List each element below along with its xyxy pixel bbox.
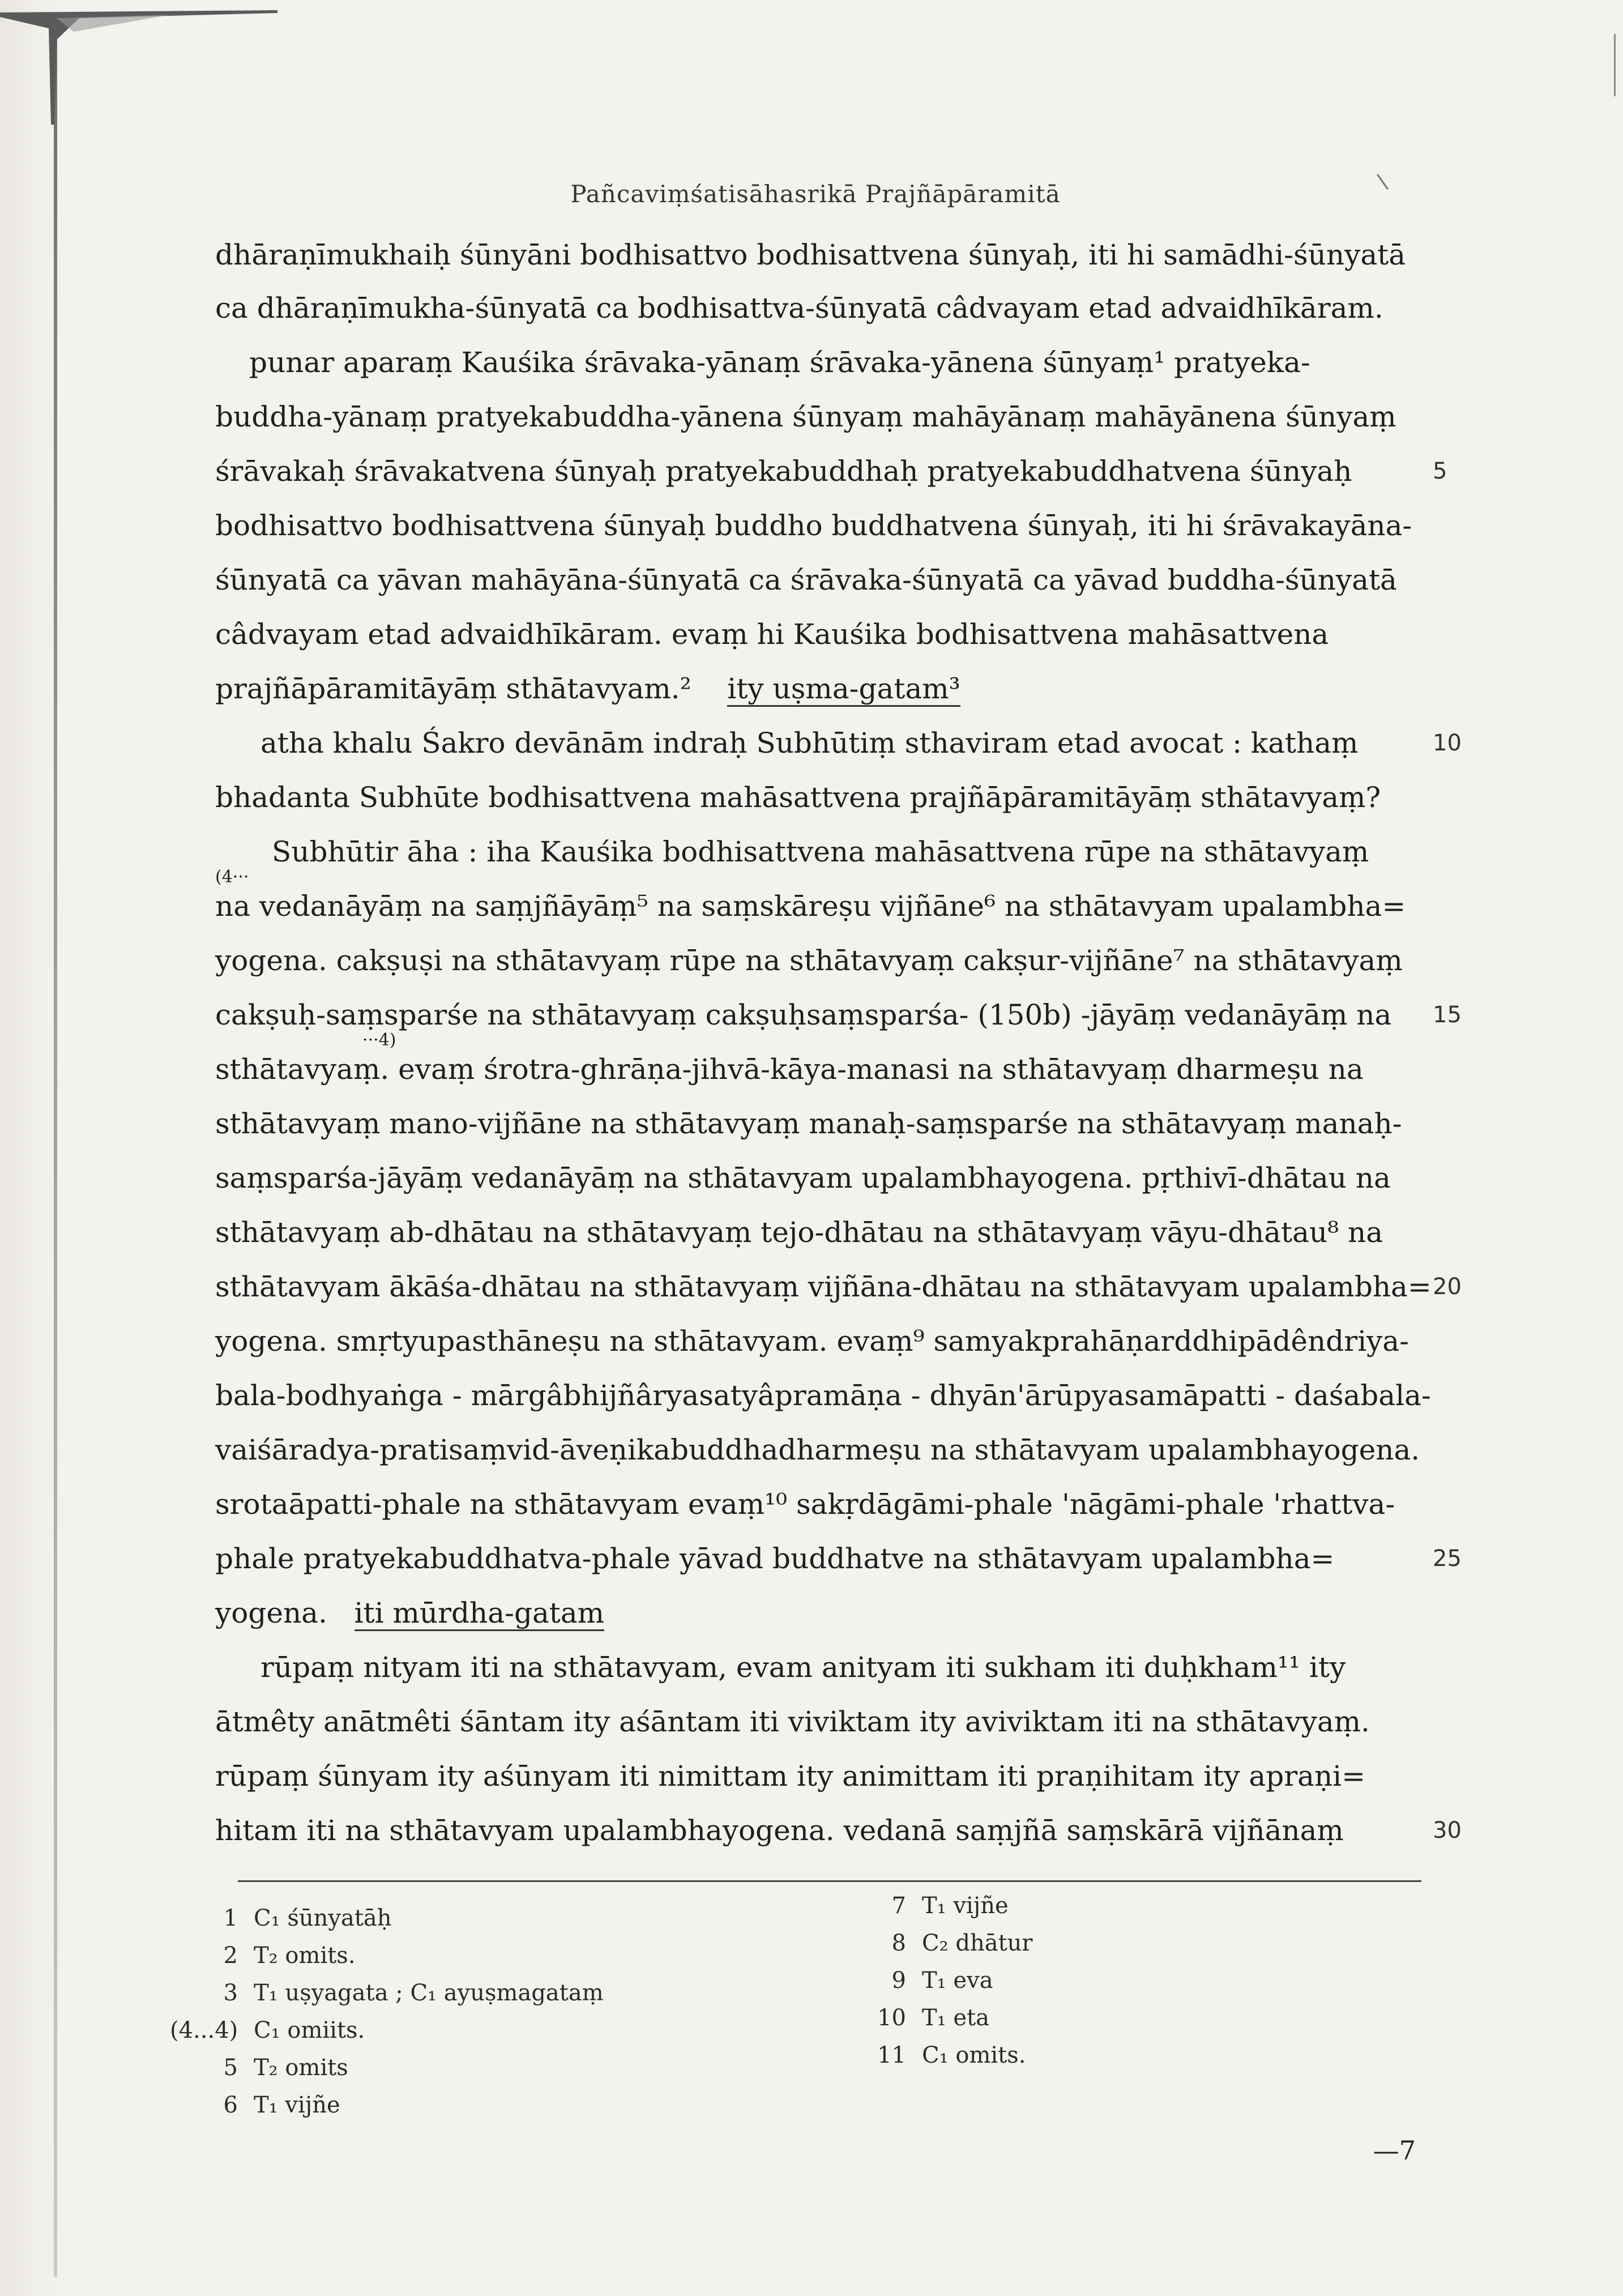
body-line: yogena. cakṣuṣi na sthātavyaṃ rūpe na sthātavyaṃ cakṣur-vijñāne⁷ na sthātavyaṃ — [215, 944, 1403, 977]
footnote-number: 1 — [223, 1905, 238, 1931]
body-line: câdvayam etad advaidhīkāram. evaṃ hi Kauśika bodhisattvena mahāsattvena — [215, 618, 1329, 651]
footnote — [838, 2004, 989, 2032]
running-title: Pañcaviṃśatisāhasrikā Prajñāpāramitā — [570, 180, 1061, 208]
body-line: sthātavyaṃ ab-dhātau na sthātavyaṃ tejo-dhātau na sthātavyaṃ vāyu-dhātau⁸ na — [215, 1216, 1383, 1249]
section-marker-murdha: iti mūrdha-gatam — [355, 1597, 605, 1631]
body-line: buddha-yānaṃ pratyekabuddha-yānena śūnyaṃ mahāyānaṃ mahāyānena śūnyaṃ — [215, 400, 1396, 433]
footnote-text: C₁ śūnyatāḥ — [254, 1905, 392, 1931]
body-line: bodhisattvo bodhisattvena śūnyaḥ buddho buddhatvena śūnyaḥ, iti hi śrāvakayāna- — [215, 509, 1412, 542]
footnote-number: 6 — [223, 2092, 238, 2118]
footnote — [170, 2016, 365, 2045]
body-line: vaiśāradya-pratisaṃvid-āveṇikabuddhadharmeṣu na sthātavyam upalambhayogena. — [215, 1433, 1420, 1466]
body-line-text: yogena. — [215, 1597, 327, 1629]
stray-tick-mark — [1377, 174, 1389, 190]
body-line: yogena. smṛtyupasthāneṣu na sthātavyam. evaṃ⁹ samyakprahāṇarddhipādêndriya- — [215, 1325, 1410, 1358]
footnote-text: T₁ eva — [922, 1968, 993, 1994]
book-gutter-shadow — [0, 0, 68, 2296]
body-line: śrāvakaḥ śrāvakatvena śūnyaḥ pratyekabuddhaḥ pratyekabuddhatvena śūnyaḥ — [215, 455, 1352, 488]
body-line: sthātavyaṃ mano-vijñāne na sthātavyaṃ manaḥ-saṃsparśe na sthātavyaṃ manaḥ- — [215, 1107, 1402, 1140]
footnote-number: 3 — [223, 1980, 238, 2006]
footnote-text: T₁ vijñe — [922, 1893, 1009, 1919]
body-line-text: prajñāpāramitāyāṃ sthātavyam.² — [215, 672, 691, 705]
footnote-number: 8 — [891, 1930, 906, 1956]
footnote-text: T₁ vijñe — [254, 2092, 340, 2118]
footnote-number: 7 — [891, 1893, 906, 1919]
body-line: ātmêty anātmêti śāntam ity aśāntam iti viviktam ity aviviktam iti na sthātavyaṃ. — [215, 1705, 1370, 1738]
footnote-number: 2 — [223, 1943, 238, 1969]
body-line: rūpaṃ nityam iti na sthātavyam, evam anityam iti sukham iti duḥkham¹¹ ity — [260, 1651, 1346, 1684]
corner-scan-artifact — [0, 6, 277, 125]
body-line: bala-bodhyaṅga - mārgâbhijñâryasatyâpramāṇa - dhyān'ārūpyasamāpatti - daśabala- — [215, 1379, 1431, 1412]
line-number: 20 — [1433, 1274, 1462, 1300]
body-line: sthātavyaṃ. evaṃ śrotra-ghrāṇa-jihvā-kāya-manasi na sthātavyaṃ dharmeṣu na — [215, 1053, 1364, 1086]
footnote-text: C₂ dhātur — [922, 1930, 1033, 1956]
footnote — [838, 1892, 1009, 1920]
body-line — [215, 672, 1421, 706]
footnote — [170, 2091, 340, 2119]
footnote-number: 9 — [891, 1968, 906, 1994]
body-line: cakṣuḥ-saṃsparśe na sthātavyaṃ cakṣuḥsaṃsparśa- (150b) -jāyāṃ vedanāyāṃ na — [215, 998, 1392, 1031]
body-line: phale pratyekabuddhatva-phale yāvad buddhatve na sthātavyam upalambha= — [215, 1542, 1335, 1575]
body-line: srotaāpatti-phale na sthātavyam evaṃ¹⁰ sakṛdāgāmi-phale 'nāgāmi-phale 'rhattva- — [215, 1488, 1395, 1521]
footnote-number: 10 — [877, 2005, 906, 2031]
body-line: punar aparaṃ Kauśika śrāvaka-yānaṃ śrāvaka-yānena śūnyaṃ¹ pratyeka- — [249, 346, 1310, 379]
line-number: 15 — [1433, 1002, 1462, 1028]
footnote-number: 5 — [223, 2055, 238, 2081]
body-line: dhāraṇīmukhaiḥ śūnyāni bodhisattvo bodhisattvena śūnyaḥ, iti hi samādhi-śūnyatā — [215, 238, 1406, 271]
body-line — [215, 1596, 1421, 1630]
bracket-close-mark: ···4) — [362, 1030, 396, 1050]
footnote-text: T₁ uṣyagata ; C₁ ayuṣmagataṃ — [254, 1980, 604, 2006]
body-line: bhadanta Subhūte bodhisattvena mahāsattvena prajñāpāramitāyāṃ sthātavyaṃ? — [215, 781, 1381, 814]
footnote-text: C₁ omiits. — [254, 2017, 365, 2043]
bracket-open-mark: (4··· — [215, 867, 249, 887]
footnote-number: (4...4) — [170, 2017, 238, 2043]
footnote — [838, 2041, 1026, 2069]
footnote — [170, 1904, 392, 1932]
body-line: Subhūtir āha : iha Kauśika bodhisattvena mahāsattvena rūpe na sthātavyaṃ — [272, 835, 1369, 868]
footnote — [170, 1979, 604, 2007]
body-line: śūnyatā ca yāvan mahāyāna-śūnyatā ca śrāvaka-śūnyatā ca yāvad buddha-śūnyatā — [215, 564, 1397, 596]
footnote-text: T₁ eta — [922, 2005, 990, 2031]
page-number: —7 — [1373, 2135, 1416, 2166]
body-line: na vedanāyāṃ na saṃjñāyāṃ⁵ na saṃskāreṣu vijñāne⁶ na sthātavyam upalambha= — [215, 890, 1406, 923]
footnote-number: 11 — [877, 2042, 906, 2068]
body-line: saṃsparśa-jāyāṃ vedanāyāṃ na sthātavyam upalambhayogena. pṛthivī-dhātau na — [215, 1162, 1391, 1194]
footnote — [170, 2054, 348, 2082]
footnote-text: T₂ omits — [254, 2055, 348, 2081]
line-number: 10 — [1433, 730, 1462, 756]
footnote-rule — [238, 1880, 1421, 1882]
section-marker-usma: ity uṣma-gatam³ — [727, 672, 960, 707]
body-line: rūpaṃ śūnyam ity aśūnyam iti nimittam ity animittam iti praṇihitam ity apraṇi= — [215, 1760, 1366, 1793]
footnote — [170, 1941, 356, 1970]
body-line: ca dhāraṇīmukha-śūnyatā ca bodhisattva-śūnyatā câdvayam etad advaidhīkāram. — [215, 292, 1383, 325]
footnote-text: T₂ omits. — [254, 1943, 356, 1969]
gutter-line — [54, 23, 57, 2277]
body-line: sthātavyam ākāśa-dhātau na sthātavyaṃ vijñāna-dhātau na sthātavyam upalambha= — [215, 1270, 1432, 1303]
body-line: atha khalu Śakro devānām indraḥ Subhūtiṃ sthaviram etad avocat : kathaṃ — [260, 727, 1359, 759]
footnote — [838, 1929, 1033, 1957]
line-number: 5 — [1433, 458, 1447, 484]
line-number: 25 — [1433, 1546, 1462, 1572]
footnote — [838, 1966, 993, 1995]
right-edge-mark — [1614, 34, 1616, 96]
body-line: hitam iti na sthātavyam upalambhayogena. vedanā saṃjñā saṃskārā vijñānaṃ — [215, 1814, 1344, 1847]
footnote-text: C₁ omits. — [922, 2042, 1026, 2068]
line-number: 30 — [1433, 1817, 1462, 1843]
